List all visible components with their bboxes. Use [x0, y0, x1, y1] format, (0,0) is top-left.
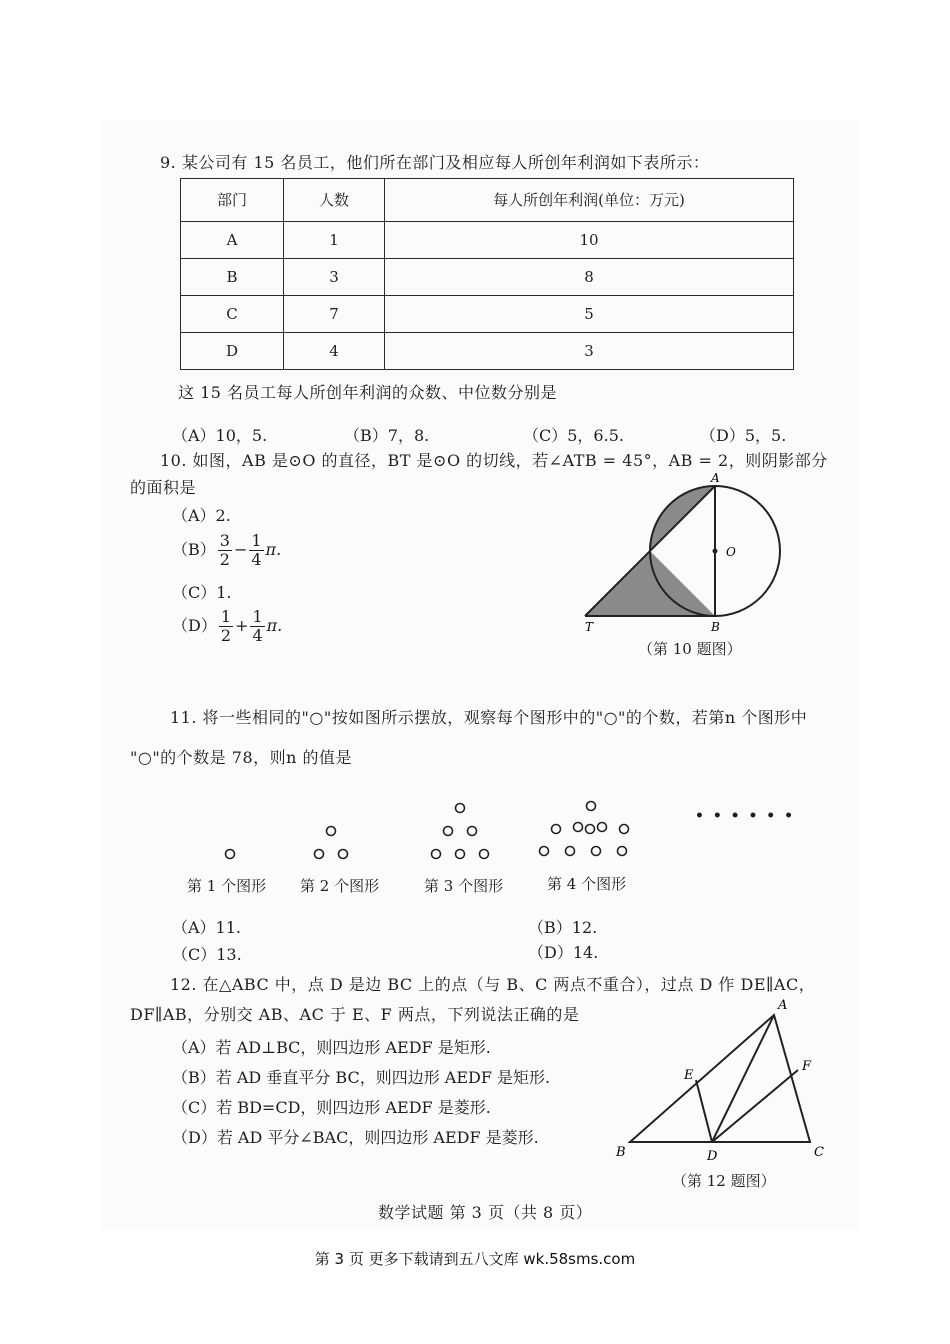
table-row [181, 258, 794, 295]
pattern-circle [586, 825, 595, 834]
q11-stem-line1: 11. 将一些相同的"○"按如图所示摆放，观察每个图形中的"○"的个数，若第n 个图形中 [170, 708, 808, 727]
center-dot [713, 549, 718, 554]
label-f: F [802, 1059, 812, 1074]
option-label: （B） [172, 540, 216, 559]
q11-label-figure-4: 第 4 个图形 [547, 875, 627, 893]
q10-stem-line2: 的面积是 [130, 478, 197, 497]
q10-stem-line1: 10. 如图，AB 是⊙O 的直径，BT 是⊙O 的切线，若∠ATB = 45°，AB = 2，则阴影部分 [160, 451, 828, 470]
label-d: D [707, 1149, 718, 1164]
label-t: T [585, 620, 594, 634]
q10-option-c: （C）1. [172, 583, 232, 602]
table-row [181, 332, 794, 369]
q10-option-d: （D） $\frac{1}{2}$ + $\frac{1}{4}$ π. [172, 607, 283, 645]
pattern-circle [480, 850, 489, 859]
label-o: O [726, 545, 736, 559]
table-row [181, 221, 794, 258]
pattern-circle [226, 850, 235, 859]
fraction-one-quarter: $\frac{1}{4}$ [252, 607, 263, 645]
pattern-ellipsis: • • • • • • [695, 808, 796, 824]
label-c: C [814, 1145, 824, 1160]
header-department: 部门 [181, 179, 284, 222]
site-footer: 第 3 页 更多下载请到五八文库 wk.58sms.com [314, 1250, 636, 1268]
q12-stem-line1: 12. 在△ABC 中，点 D 是边 BC 上的点（与 B、C 两点不重合），过点 D 作 DE∥AC， [170, 975, 816, 994]
q11-option-d: （D）14. [528, 943, 599, 962]
q9-option-d: （D）5，5. [700, 426, 787, 445]
q9-option-c: （C）5，6.5. [523, 426, 624, 445]
pattern-circle [566, 847, 575, 856]
triangle-abc [630, 1015, 810, 1142]
q9-option-a: （A）10，5. [172, 426, 268, 445]
header-profit: 每人所创年利润(单位：万元) [385, 179, 794, 222]
q12-triangle-figure [600, 990, 840, 1170]
pattern-circle [574, 823, 583, 832]
pattern-circle [456, 850, 465, 859]
pattern-circle [315, 850, 324, 859]
q11-option-b: （B）12. [528, 918, 598, 937]
label-a: A [711, 471, 720, 485]
q12-option-b: （B）若 AD 垂直平分 BC，则四边形 AEDF 是矩形. [172, 1068, 551, 1087]
cell-dept: B [181, 258, 284, 295]
cell-profit: 3 [385, 332, 794, 369]
table-row [181, 295, 794, 332]
q9-question: 这 15 名员工每人所创年利润的众数、中位数分别是 [178, 383, 558, 402]
fraction-three-halves: $\frac{3}{2}$ [219, 531, 230, 569]
cell-profit: 10 [385, 221, 794, 258]
page-footer: 数学试题 第 3 页（共 8 页） [378, 1203, 593, 1222]
pattern-circle [620, 825, 629, 834]
pattern-circle [540, 847, 549, 856]
cell-profit: 8 [385, 258, 794, 295]
cell-dept: D [181, 332, 284, 369]
pattern-circle [587, 802, 596, 811]
label-a: A [778, 998, 788, 1013]
table-header-row [181, 179, 794, 222]
segment-ad [712, 1015, 774, 1142]
q11-option-c: （C）13. [172, 945, 242, 964]
q10-option-b: （B） $\frac{3}{2}$ − $\frac{1}{4}$ π. [172, 531, 282, 569]
q11-label-figure-3: 第 3 个图形 [424, 877, 504, 895]
q10-circle-figure [580, 470, 810, 640]
segment-df [712, 1070, 798, 1142]
q12-option-a: （A）若 AD⊥BC，则四边形 AEDF 是矩形. [172, 1038, 491, 1057]
pattern-circle [339, 850, 348, 859]
q12-option-d: （D）若 AD 平分∠BAC，则四边形 AEDF 是菱形. [172, 1128, 539, 1147]
pattern-circle [618, 847, 627, 856]
pattern-circle [444, 827, 453, 836]
q12-option-c: （C）若 BD=CD，则四边形 AEDF 是菱形. [172, 1098, 491, 1117]
cell-dept: A [181, 221, 284, 258]
pattern-circle [432, 850, 441, 859]
q10-option-a: （A）2. [172, 506, 231, 525]
pattern-circle [468, 827, 477, 836]
label-e: E [684, 1068, 694, 1083]
q12-caption: （第 12 题图） [672, 1172, 776, 1190]
pattern-circle [592, 847, 601, 856]
cell-count: 4 [284, 332, 385, 369]
fraction-one-half: $\frac{1}{2}$ [220, 607, 232, 645]
fraction-one-quarter: $\frac{1}{4}$ [251, 531, 262, 569]
q9-option-b: （B）7，8. [344, 426, 430, 445]
q12-stem-line2: DF∥AB，分别交 AB、AC 于 E、F 两点，下列说法正确的是 [130, 1005, 580, 1024]
label-b: B [616, 1145, 626, 1160]
label-b: B [711, 620, 720, 634]
q11-label-figure-2: 第 2 个图形 [300, 877, 380, 895]
cell-profit: 5 [385, 295, 794, 332]
cell-count: 7 [284, 295, 385, 332]
cell-count: 3 [284, 258, 385, 295]
cell-count: 1 [284, 221, 385, 258]
q9-stem: 9. 某公司有 15 名员工，他们所在部门及相应每人所创年利润如下表所示： [160, 153, 710, 172]
pattern-circle [552, 825, 561, 834]
header-count: 人数 [284, 179, 385, 222]
q11-option-a: （A）11. [172, 918, 242, 937]
pattern-circle [456, 804, 465, 813]
profit-table [180, 178, 794, 370]
q11-circle-pattern [200, 790, 800, 870]
q10-caption: （第 10 题图） [638, 640, 742, 658]
q11-stem-line2: "○"的个数是 78，则n 的值是 [130, 748, 353, 767]
segment-de [696, 1080, 712, 1142]
option-label: （D） [172, 616, 217, 635]
q11-label-figure-1: 第 1 个图形 [187, 877, 267, 895]
cell-dept: C [181, 295, 284, 332]
pattern-circle [327, 827, 336, 836]
pattern-circle [598, 823, 607, 832]
